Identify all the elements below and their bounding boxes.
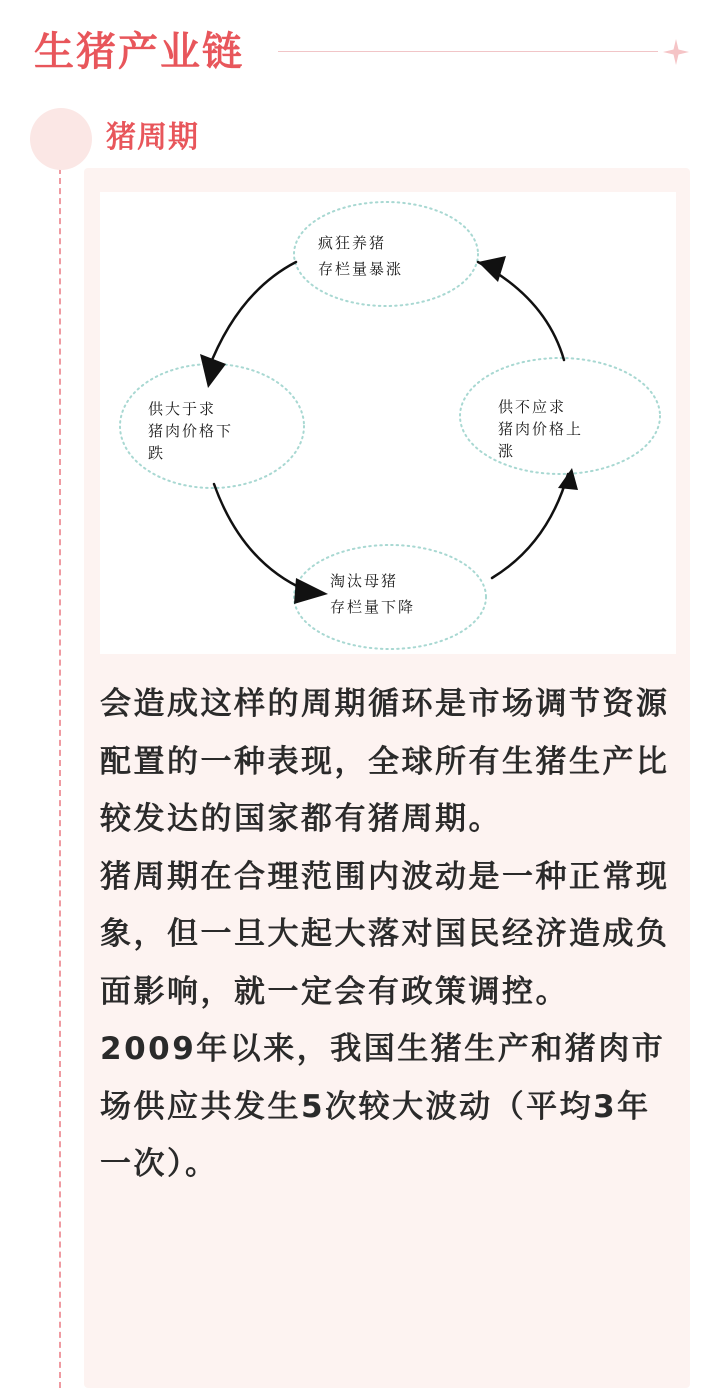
paragraph: 会造成这样的周期循环是市场调节资源配置的一种表现，全球所有生猪生产比较发达的国家都有猪周期。	[100, 686, 670, 837]
header-divider	[278, 51, 658, 52]
node-left-line1: 供大于求	[148, 400, 217, 418]
node-right-line2: 猪肉价格上	[498, 420, 584, 438]
section-marker	[30, 108, 92, 170]
arrowhead-right	[558, 468, 578, 490]
section-title: 猪周期	[106, 120, 199, 155]
arrow-top-to-left	[208, 262, 296, 370]
node-left-line3: 跌	[148, 444, 166, 462]
cloud-bottom	[294, 545, 486, 649]
arrowhead-left	[200, 354, 226, 388]
node-right-line3: 涨	[498, 442, 516, 460]
node-top-line1: 疯狂养猪	[318, 234, 387, 252]
page-title: 生猪产业链	[34, 29, 244, 75]
cycle-diagram-svg	[100, 192, 676, 654]
node-right-line1: 供不应求	[498, 398, 567, 416]
timeline-line	[59, 168, 61, 1388]
cloud-right	[460, 358, 660, 474]
arrowhead-bottom	[294, 578, 328, 604]
arrow-bottom-to-right	[492, 474, 568, 578]
cloud-top	[294, 202, 478, 306]
header	[0, 0, 720, 100]
node-bottom-line1: 淘汰母猪	[330, 572, 399, 590]
sparkle-icon	[662, 38, 690, 66]
paragraph: 猪周期在合理范围内波动是一种正常现象，但一旦大起大落对国民经济造成负面影响，就一定会有政策调控。	[100, 858, 670, 1010]
arrow-left-to-bottom	[214, 484, 305, 590]
pig-cycle-diagram	[100, 192, 676, 654]
article-body	[100, 676, 680, 1194]
node-bottom-line2: 存栏量下降	[330, 598, 416, 616]
paragraph: 2009年以来，我国生猪生产和猪肉市场供应共发生5次较大波动（平均3年一次）。	[100, 1031, 666, 1182]
arrowhead-top	[478, 256, 506, 282]
node-left-line2: 猪肉价格下	[148, 422, 234, 440]
arrow-right-to-top	[478, 262, 564, 360]
node-top-line2: 存栏量暴涨	[318, 260, 404, 278]
